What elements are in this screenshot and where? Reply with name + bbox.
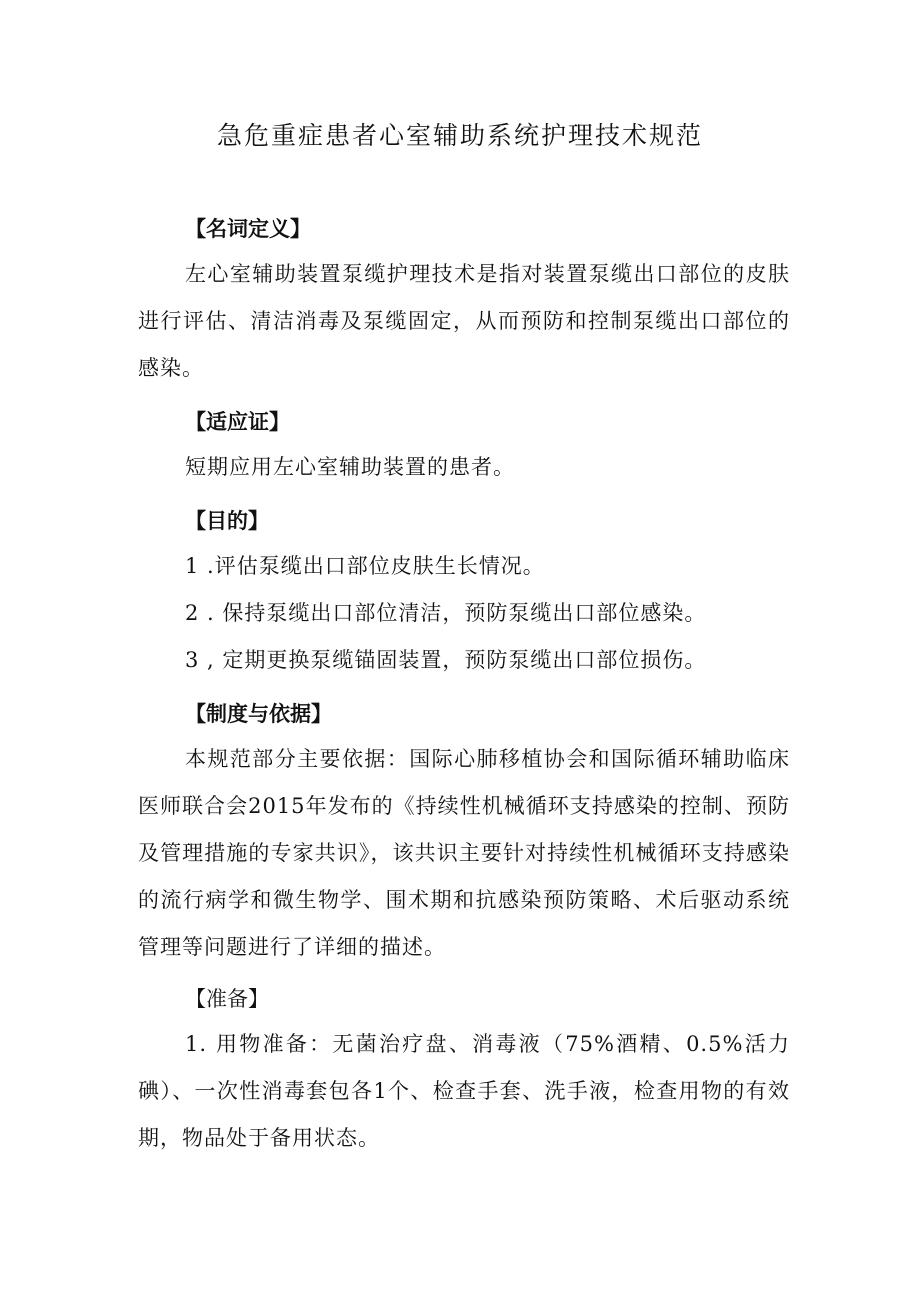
section-heading-purpose: 【目的】 [185, 508, 269, 533]
basis-paragraph: 本规范部分主要依据：国际心肺移植协会和国际循环辅助临床医师联合会2015年发布的《持续性机械循环支持感染的控制、预防及管理措施的专家共识》，该共识主要针对持续性机械循环支持感染的流行病学和微生物学、围术期和抗感染预防策略、术后驱动系统管理等问题进行了详细的描述。 [138, 747, 790, 959]
purpose-item-1: 1 .评估泵缆出口部位皮肤生长情况。 [185, 554, 545, 578]
section-heading-indication: 【适应证】 [185, 409, 290, 434]
purpose-item-3: 3 , 定期更换泵缆锚固装置，预防泵缆出口部位损伤。 [185, 648, 707, 672]
document-title: 急危重症患者心室辅助系统护理技术规范 [216, 121, 703, 150]
purpose-item-2: 2 . 保持泵缆出口部位清洁，预防泵缆出口部位感染。 [185, 601, 707, 625]
document-body [138, 213, 790, 1162]
section-heading-basis: 【制度与依据】 [185, 701, 332, 726]
section-heading-definition: 【名词定义】 [185, 216, 311, 241]
preparation-paragraph: 1. 用物准备：无菌治疗盘、消毒液（75%酒精、0.5%活力碘）、一次性消毒套包各1个、检查手套、洗手液，检查用物的有效期，物品处于备用状态。 [138, 1032, 790, 1150]
definition-paragraph: 左心室辅助装置泵缆护理技术是指对装置泵缆出口部位的皮肤进行评估、清洁消毒及泵缆固定，从而预防和控制泵缆出口部位的感染。 [138, 262, 790, 380]
section-heading-preparation: 【准备】 [185, 987, 269, 1011]
indication-paragraph: 短期应用左心室辅助装置的患者。 [185, 455, 515, 479]
